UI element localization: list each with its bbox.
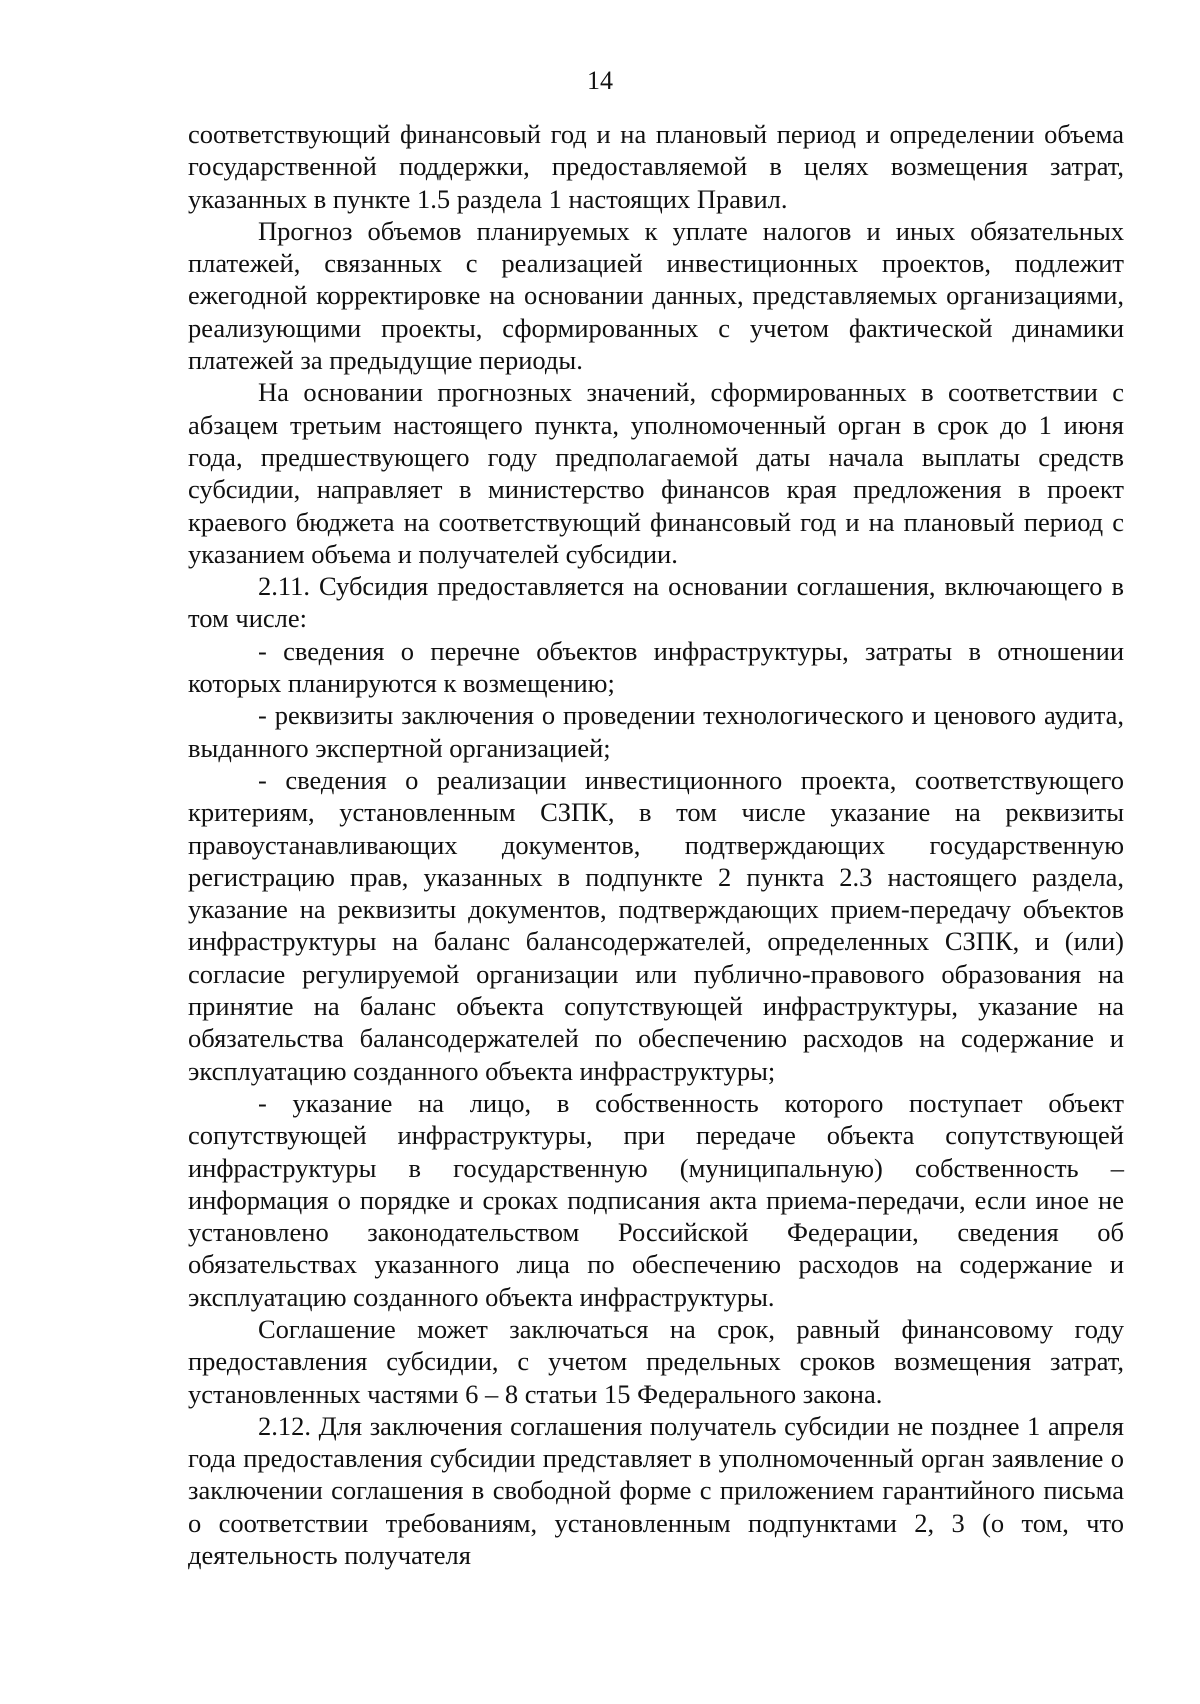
paragraph-4: 2.11. Субсидия предоставляется на основании соглашения, включающего в том числе: [188, 571, 1124, 634]
paragraph-6: - реквизиты заключения о проведении технологического и ценового аудита, выданного экспертной организацией; [188, 700, 1124, 763]
paragraph-2: Прогноз объемов планируемых к уплате налогов и иных обязательных платежей, связанных с реализацией инвестиционных проектов, подлежит ежегодной корректировке на основании данных, представляемых организациями, реализующими проекты, сформированных с учетом фактической динамики платежей за предыдущие периоды. [188, 215, 1124, 376]
paragraph-8: - указание на лицо, в собственность которого поступает объект сопутствующей инфраструктуры, при передаче объекта сопутствующей инфраструктуры в государственную (муниципальную) собственность – информация о порядке и сроках подписания акта приема-передачи, если иное не установлено законодательством Российской Федерации, сведения об обязательствах указанного лица по обеспечению расходов на содержание и эксплуатацию созданного объекта инфраструктуры. [188, 1087, 1124, 1312]
paragraph-9: Соглашение может заключаться на срок, равный финансовому году предоставления субсидии, с учетом предельных сроков возмещения затрат, установленных частями 6 – 8 статьи 15 Федерального закона. [188, 1313, 1124, 1409]
paragraph-3: На основании прогнозных значений, сформированных в соответствии с абзацем третьим настоящего пункта, уполномоченный орган в срок до 1 июня года, предшествующего году предполагаемой даты начала выплаты средств субсидии, направляет в министерство финансов края предложения в проект краевого бюджета на соответствующий финансовый год и на плановый период с указанием объема и получателей субсидии. [188, 377, 1124, 569]
paragraph-1: соответствующий финансовый год и на плановый период и определении объема государственной поддержки, предоставляемой в целях возмещения затрат, указанных в пункте 1.5 раздела 1 настоящих Правил. [188, 119, 1124, 214]
paragraph-5: - сведения о перечне объектов инфраструктуры, затраты в отношении которых планируются к возмещению; [188, 635, 1124, 699]
document-body [188, 118, 1124, 1571]
paragraph-7: - сведения о реализации инвестиционного проекта, соответствующего критериям, установленным СЗПК, в том числе указание на реквизиты правоустанавливающих документов, подтверждающих государственную регистрацию прав, указанных в подпункте 2 пункта 2.3 настоящего раздела, указание на реквизиты документов, подтверждающих прием-передачу объектов инфраструктуры на баланс балансодержателей, определенных СЗПК, и (или) согласие регулируемой организации или публично-правового образования на принятие на баланс объекта сопутствующей инфраструктуры, указание на обязательства балансодержателей по обеспечению расходов на содержание и эксплуатацию созданного объекта инфраструктуры; [188, 764, 1124, 1086]
page-number: 14 [587, 66, 613, 95]
paragraph-10: 2.12. Для заключения соглашения получатель субсидии не позднее 1 апреля года предоставления субсидии представляет в уполномоченный орган заявление о заключении соглашения в свободной форме с приложением гарантийного письма о соответствии требованиям, установленным подпунктами 2, 3 (о том, что деятельность получателя [188, 1410, 1124, 1571]
